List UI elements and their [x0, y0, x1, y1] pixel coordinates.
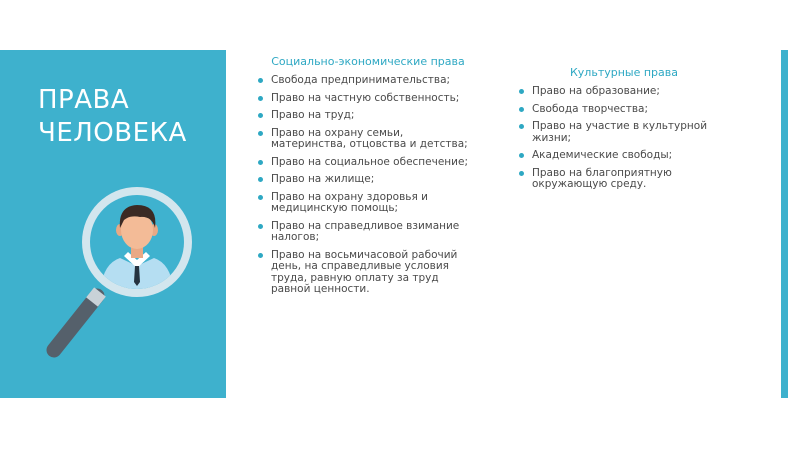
right-accent-strip [781, 50, 788, 398]
list-item-text: Право на образование; [532, 85, 660, 97]
bullet-dot-icon [258, 96, 263, 101]
slide-title: ПРАВА ЧЕЛОВЕКА [38, 85, 187, 148]
cultural-rights-column [518, 66, 730, 197]
magnifier-person-icon [40, 186, 200, 366]
bullet-dot-icon [258, 160, 263, 165]
list-item [518, 121, 730, 144]
list-item-text: Право на участие в культурной жизни; [532, 120, 708, 144]
bullet-dot-icon [258, 224, 263, 229]
list-item-text: Право на труд; [271, 109, 355, 121]
list-item [257, 250, 479, 296]
bullet-dot-icon [519, 107, 524, 112]
list-item [518, 86, 730, 98]
socio-economic-rights-column [257, 55, 479, 302]
bullet-dot-icon [519, 153, 524, 158]
list-item [257, 93, 479, 105]
column-heading: Культурные права [569, 66, 678, 79]
list-item [257, 75, 479, 87]
list-item-text: Право на справедливое взимание налогов; [271, 219, 460, 243]
list-item [518, 150, 730, 162]
list-item [257, 157, 479, 169]
list-item [257, 221, 479, 244]
list-item-text: Право на благоприятную окружающую среду. [532, 166, 672, 190]
list-item-text: Право на восьмичасовой рабочий день, на справедливые условия труда, равную оплату за труд равной ценности. [271, 248, 458, 295]
list-item [257, 110, 479, 122]
bullet-dot-icon [519, 171, 524, 176]
list-item-text: Свобода предпринимательства; [271, 74, 451, 86]
bullet-dot-icon [258, 177, 263, 182]
list-item [518, 168, 730, 191]
list-item-text: Право на охрану семьи, материнства, отцовства и детства; [271, 126, 468, 150]
bullet-dot-icon [519, 89, 524, 94]
bullet-dot-icon [258, 195, 263, 200]
bullet-dot-icon [519, 124, 524, 129]
list-item [257, 192, 479, 215]
bullet-dot-icon [258, 113, 263, 118]
bullet-list [257, 75, 479, 296]
bullet-dot-icon [258, 78, 263, 83]
list-item-text: Право на охрану здоровья и медицинскую помощь; [271, 190, 428, 214]
list-item [257, 174, 479, 186]
list-item [518, 104, 730, 116]
list-item-text: Право на социальное обеспечение; [271, 155, 468, 168]
bullet-list [518, 86, 730, 191]
bullet-dot-icon [258, 131, 263, 136]
bullet-dot-icon [258, 253, 263, 258]
list-item-text: Право на частную собственность; [271, 91, 460, 104]
column-heading: Социально-экономические права [271, 55, 465, 68]
list-item-text: Академические свободы; [532, 149, 673, 161]
list-item-text: Свобода творчества; [532, 102, 648, 115]
list-item-text: Право на жилище; [271, 173, 375, 185]
list-item [257, 128, 479, 151]
